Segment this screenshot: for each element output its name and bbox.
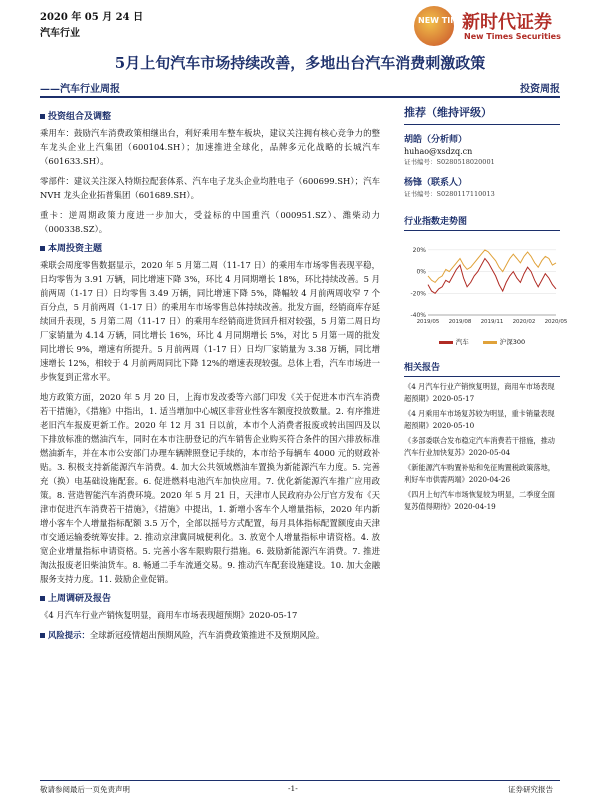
document-type: 投资周报 — [520, 84, 560, 95]
bullet-square-icon — [40, 114, 45, 119]
analyst-email[interactable]: huhao@xsdzq.cn — [404, 147, 473, 156]
footer-disclaimer: 敬请参阅最后一页免责声明 — [40, 785, 130, 794]
report-date: 2020 年 05 月 24 日 — [40, 12, 144, 23]
page-number: -1- — [288, 784, 298, 793]
rating: 推荐（维持评级） — [404, 104, 560, 125]
invest-paragraph: 重卡：逆周期政策力度进一步加大，受益标的中国重汽（000951.SZ）、潍柴动力（000338.SZ）。 — [40, 210, 380, 234]
y-tick-label: -40% — [410, 312, 426, 319]
weekly-paragraph: 乘联会周度零售数据显示，2020 年 5 月第二周（11-17 日）的乘用车市场零售表现平稳，日均零售为 3.91 万辆，同比增速下降 3%，环比 4 月同期增长 18%，环比持续改善。5 月前两周（1-17 日）日均零售 3.49 万辆，同比增速下降 5%，降幅较 4 月前两周收窄 7 个百分点，5 月前两周（1-17 日）的乘用车市场零售总体持续改善。批发方面，经销商库存延续回升表现，5 月第二周（11-17 日）的乘用车经销商进货回升相对较强，5 月第二周日均厂家销量为 4.14 万辆，同比增长 16%，环比 4 月同期增长 5%，对比 5 月第一周的批发同比增长 9%，增速有所提升。5 月前两周（1-17 日）日均厂家销量为 3.38 万辆，同比增速增长 12%，相较于 4 月前两周同比下降 12%的增速表现较强。总体上看，汽车市场进一步恢复到正常水平。 — [40, 260, 380, 382]
trend-chart-heading: 行业指数走势图 — [404, 214, 560, 231]
recent-report-item: 《4 月汽车行业产销恢复明显，商用车市场表现超预期》2020-05-17 — [40, 610, 298, 620]
logo-chinese-name: 新时代证券 — [462, 12, 552, 33]
x-tick-label: 2019/05 — [416, 319, 440, 325]
logo-emblem — [414, 6, 454, 46]
analyst-name: 胡皓（分析师） — [404, 135, 468, 145]
trend-chart-svg — [404, 235, 568, 331]
contact-name: 杨锋（联系人） — [404, 178, 468, 188]
section-heading-recent: 上周调研及报告 — [40, 592, 380, 606]
section-heading-weekly: 本周投资主题 — [40, 242, 380, 256]
series-line-0 — [428, 259, 556, 294]
invest-paragraph: 乘用车：鼓励汽车消费政策相继出台，利好乘用车整车板块，建议关注拥有核心竞争力的整车龙头企业上汽集团（600104.SH）；加速推进全球化，品牌多元化战略的长城汽车（601633.SH）。 — [40, 128, 380, 166]
related-report-item[interactable]: 《多部委联合发布稳定汽车消费若干措施，推动汽车行业加快复苏》2020-05-04 — [404, 436, 555, 457]
related-report-item[interactable]: 《新能源汽车购置补贴和免征购置税政策落地，利好车市供需两端》2020-04-26 — [404, 463, 555, 484]
risk-label: 风险提示： — [48, 630, 90, 640]
logo-english-name: New Times Securities — [464, 32, 561, 41]
chart-legend — [404, 337, 560, 346]
index-trend-chart — [404, 235, 568, 346]
y-tick-label: -20% — [410, 290, 426, 298]
header-rule — [40, 96, 560, 98]
y-tick-label: 20% — [412, 246, 426, 254]
subtitle-row — [40, 80, 560, 94]
report-title: 5月上旬汽车市场持续改善，多地出台汽车消费刺激政策 — [114, 54, 486, 72]
legend-swatch — [483, 341, 497, 344]
invest-paragraph: 零部件：建议关注深入特斯拉配套体系、汽车电子龙头企业均胜电子（600699.SH）；汽车 NVH 龙头企业拓普集团（601689.SH）。 — [40, 176, 380, 200]
brand-logo — [414, 6, 564, 50]
footer-doc-label: 证券研究报告 — [508, 785, 553, 794]
related-reports-list — [404, 381, 560, 513]
analyst-card — [404, 135, 560, 168]
related-report-item[interactable]: 《4 月乘用车市场复苏较为明显，重卡销量表现超预期》2020-05-10 — [404, 409, 555, 430]
legend-item-auto: 汽车 — [439, 337, 469, 346]
footer-rule — [40, 780, 560, 781]
related-reports-heading: 相关报告 — [404, 360, 560, 377]
x-tick-label: 2019/08 — [448, 319, 472, 325]
logo-mark-text: NEW TIMES — [418, 16, 470, 25]
industry-label: 汽车行业 — [40, 28, 80, 39]
bullet-square-icon — [40, 246, 45, 251]
legend-item-hs300: 沪深300 — [483, 337, 525, 346]
x-tick-label: 2019/11 — [480, 319, 504, 325]
related-report-item[interactable]: 《四月上旬汽车市场恢复较为明显，二季度全面复苏值得期待》2020-04-19 — [404, 490, 555, 511]
sidebar — [404, 104, 568, 516]
risk-note — [40, 628, 380, 642]
y-tick-label: 0% — [416, 268, 426, 276]
contact-cert: 证书编号：S0280117110013 — [404, 190, 495, 198]
report-subtitle: ——汽车行业周报 — [40, 84, 120, 95]
bullet-square-icon — [40, 596, 45, 601]
x-tick-label: 2020/05 — [544, 319, 568, 325]
legend-swatch — [439, 341, 453, 344]
risk-text: 全球新冠疫情超出预期风险，汽车消费政策推进不及预期风险。 — [89, 630, 325, 640]
main-content — [40, 106, 380, 648]
weekly-paragraph: 地方政策方面，2020 年 5 月 20 日，上海市发改委等六部门印发《关于促进本市汽车消费若干措施》，《措施》中指出，1. 适当增加中心城区非营业性客车额度投放数量。2. 有序推进老旧汽车报废更新工作。2020 年 12 月 31 日以前，本市个人消费者报废或转出国四及以下排放标准的燃油汽车，同时在本市注册登记的汽车销售企业购买符合条件的国六排放标准燃油新车，并在本市公安部门办理车辆牌照登记手续的，本市给予每辆车 4000 元的财政补贴。3. 积极支持新能源汽车消费。4. 加大公共领域燃油车置换为新能源汽车力度。5. 完善充（换）电基础设施配套。6. 促进燃料电池汽车加快应用。7. 优化新能源汽车推广应用政策。8. 营造智能汽车消费环境。2020 年 5 月 21 日，天津市人民政府办公厅官方发布《天津市促进汽车消费若干措施》，《措施》中提出，1. 新增小客车个人增量指标，2020 年内新增小客车个人增量指标配额 3.5 万个，全部以摇号方式配置，每月具体指标配置额度由天津市交通运输委统筹安排。2. 推动京津冀同城便利化。3. 放宽个人增量指标申请资格。4. 放宽企业增量指标申请资格。5. 完善小客车限购限行措施。6. 鼓励新能源汽车消费。7. 推进淘汰报废老旧柴油货车。8. 畅通二手车流通交易。9. 推动汽车配套设施建设。10. 加大金融服务支持力度。11. 鼓励企业促销。 — [40, 392, 380, 584]
bullet-square-icon — [40, 633, 45, 638]
series-line-1 — [428, 250, 556, 283]
section-heading-invest: 投资组合及调整 — [40, 110, 380, 124]
contact-card — [404, 178, 560, 200]
analyst-cert: 证书编号：S0280518020001 — [404, 158, 495, 166]
related-report-item[interactable]: 《4 月汽车行业产销恢复明显，商用车市场表现超预期》2020-05-17 — [404, 382, 555, 403]
x-tick-label: 2020/02 — [512, 319, 536, 325]
